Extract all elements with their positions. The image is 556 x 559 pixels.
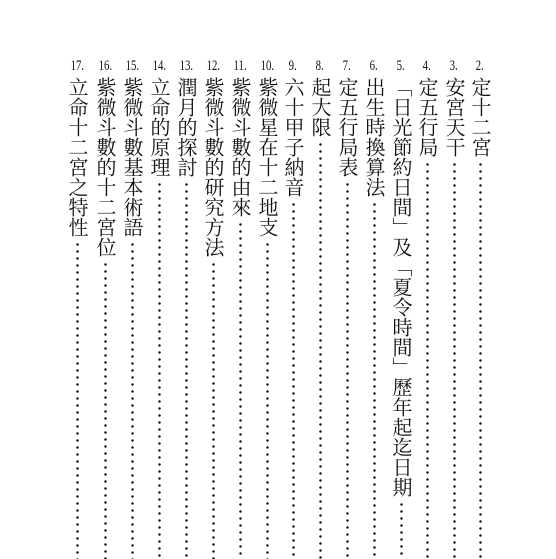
toc-entry[interactable] [360,58,388,559]
dot-leader [292,201,295,559]
toc-entry[interactable] [440,58,468,559]
entry-title: 紫微斗數的十二宮位 [93,77,117,257]
entry-number: 10. [260,58,274,74]
entry-number: 9. [288,58,298,74]
entry-title: 安宮天干 [442,77,466,157]
toc-entry[interactable] [226,58,254,559]
toc-entry[interactable] [91,58,119,559]
entry-number: 16. [98,58,112,74]
dot-leader [479,161,482,559]
entry-number: 15. [125,58,139,74]
entry-number: 5. [396,58,406,74]
entry-title: 起大限 [308,77,332,137]
toc-entry[interactable] [413,58,441,559]
entry-title: 六十甲子納音 [281,77,305,197]
dot-leader [131,241,134,559]
toc-entry[interactable] [387,58,415,559]
dot-leader [212,261,215,559]
entry-number: 12. [206,58,220,74]
entry-number: 4. [422,58,432,74]
toc-entry[interactable] [306,58,334,559]
toc-entry[interactable] [333,58,361,559]
entry-title: 定五行局表 [335,77,359,177]
toc-entry[interactable] [199,58,227,559]
entry-title: 立命的原理 [147,77,171,177]
entry-number: 6. [369,58,379,74]
toc-entry[interactable] [118,58,146,559]
dot-leader [400,501,403,559]
entry-title: 「日光節約日間」及「夏令時間」歷年起迄日期 [389,77,413,497]
dot-leader [185,181,188,559]
entry-title: 紫微斗數的由來 [228,77,252,217]
toc-entry[interactable] [279,58,307,559]
dot-leader [158,181,161,559]
entry-title: 出生時換算法 [362,77,386,197]
dot-leader [373,201,376,559]
dot-leader [319,141,322,559]
entry-number: 11. [233,58,247,74]
entry-title: 紫微斗數基本術語 [120,77,144,237]
entry-number: 2. [475,58,485,74]
dot-leader [266,241,269,559]
dot-leader [239,221,242,559]
toc-entry[interactable] [253,58,281,559]
toc-entry[interactable] [172,58,200,559]
entry-title: 定五行局 [415,77,439,157]
dot-leader [76,241,79,559]
dot-leader [346,181,349,559]
dot-leader [104,261,107,559]
entry-title: 紫微星在十二地支 [255,77,279,237]
entry-number: 13. [179,58,193,74]
entry-number: 14. [152,58,166,74]
toc-entry[interactable] [145,58,173,559]
entry-number: 7. [342,58,352,74]
dot-leader [453,161,456,559]
entry-title: 潤月的探討 [174,77,198,177]
dot-leader [426,161,429,559]
entry-title: 紫微斗數的研究方法 [201,77,225,257]
entry-number: 8. [315,58,325,74]
entry-title: 定十二宮 [468,77,492,157]
entry-number: 3. [449,58,459,74]
toc-entry[interactable] [466,58,494,559]
toc-entry[interactable] [63,58,91,559]
entry-number: 17. [70,58,84,74]
entry-title: 立命十二宮之特性 [65,77,89,237]
